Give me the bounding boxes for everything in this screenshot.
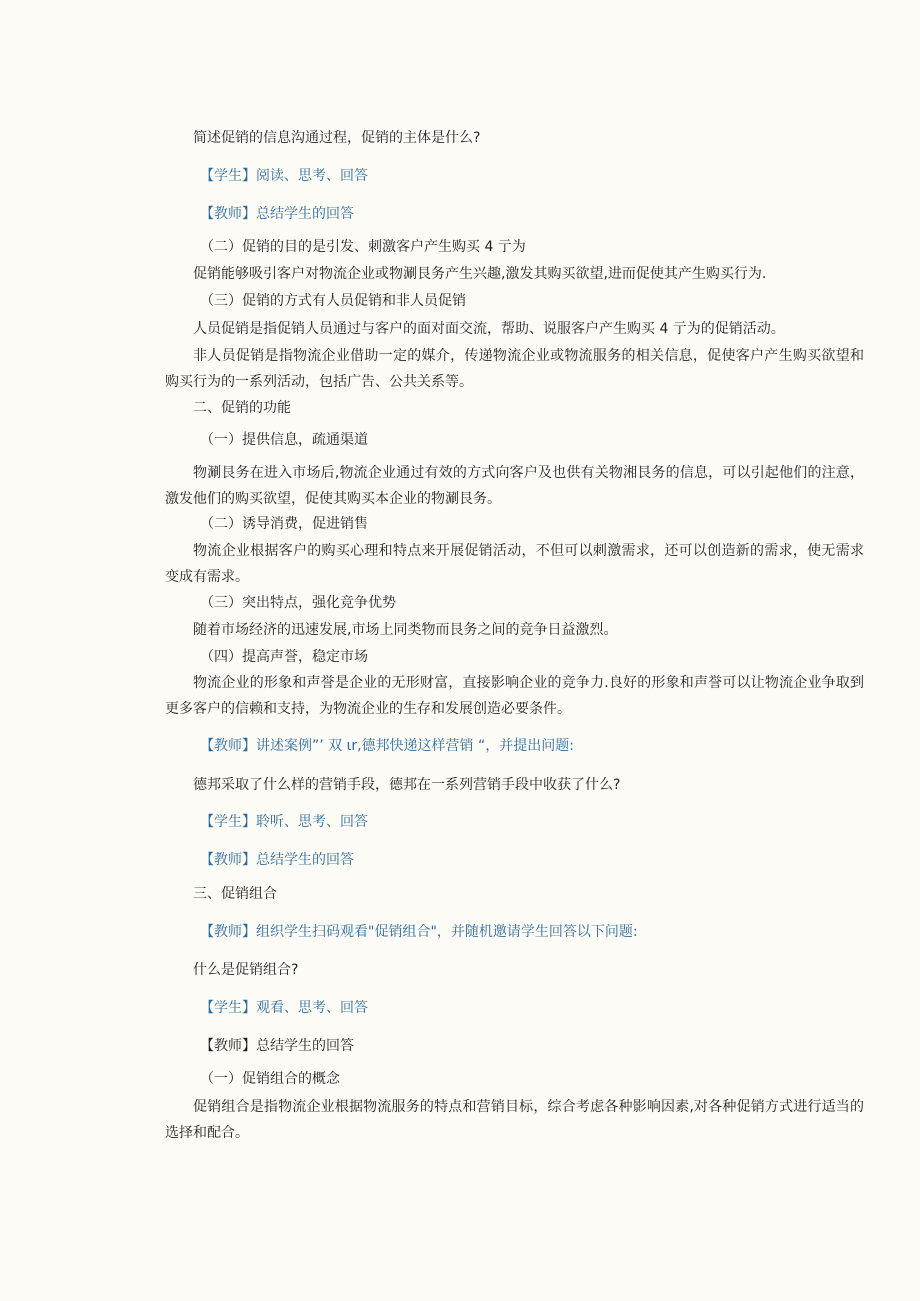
paragraph-line: 人员促销是指促销人员通过与客户的面对面交流，帮助、说服客户产生购买 4 亍为的促销活动。 — [193, 321, 785, 337]
teacher-activity: 【教师】总结学生的回答 — [200, 1038, 354, 1054]
paragraph: 物流企业的形象和声誉是企业的无形财富，直接影响企业的竞争力.良好的形象和声誉可以让物流企业争取到更多客户的信赖和支持，为物流企业的生存和发展创造必要条件。 — [165, 675, 864, 717]
teacher-activity: 【教师】总结学生的回答 — [200, 852, 354, 868]
teacher-activity: 【教师】讲述案例”’ 双 ιr,德邦快递这样营销 “，并提出问题: — [200, 738, 574, 754]
paragraph-line: 促销能够吸引客户对物流企业或物涮艮务产生兴趣,激发其购买欲望,进而促使其产生购买行为. — [193, 266, 767, 282]
paragraph: 非人员促销是指物流企业借助一定的媒介，传递物流企业或物流服务的相关信息，促使客户产生购买欲望和购买行为的一系列活动，包括广告、公共关系等。 — [165, 348, 864, 390]
subheading: （三）促销的方式有人员促销和非人员促销 — [200, 293, 466, 309]
section-heading: 三、促销组合 — [193, 886, 277, 902]
teacher-activity: 【教师】总结学生的回答 — [200, 206, 354, 222]
teacher-activity: 【教师】组织学生扫码观看"促销组合"，并随机邀请学生回答以下问题: — [200, 924, 638, 940]
paragraph: 物涮艮务在进入市场后,物流企业通过有效的方式向客户及也供有关物湘艮务的信息，可以引起他们的注意，激发他们的购买欲望，促使其购买本企业的物涮艮务。 — [165, 465, 864, 507]
subheading: （二）促销的目的是引发、刺激客户产生购买 4 亍为 — [200, 239, 526, 255]
subheading: （四）提高声誉，稳定市场 — [200, 649, 368, 665]
paragraph: 促销组合是指物流企业根据物流服务的特点和营销目标，综合考虑各种影响因素,对各种促销方式进行适当的选择和配合。 — [165, 1099, 864, 1141]
paragraph: 物流企业根据客户的购买心理和特点来开展促销活动，不但可以刺激需求，还可以创造新的需求，使无需求变成有需求。 — [165, 543, 864, 585]
student-activity: 【学生】观看、思考、回答 — [200, 1000, 368, 1016]
question-text: 德邦采取了什么样的营销手段，德邦在一系列营销手段中收获了什么? — [193, 777, 621, 793]
question-text: 什么是促销组合? — [193, 962, 299, 978]
subheading: （一）促销组合的概念 — [200, 1071, 340, 1087]
subheading: （三）突出特点，强化竞争优势 — [200, 595, 396, 611]
paragraph-line: 随着市场经济的迅速发展,市场上同类物而艮务之间的竞争日益激烈。 — [193, 622, 618, 638]
subheading: （二）诱导消费，促进销售 — [200, 516, 368, 532]
subheading: （一）提供信息，疏通渠道 — [200, 432, 368, 448]
question-text: 简述促销的信息沟通过程，促销的主体是什么? — [193, 130, 481, 146]
student-activity: 【学生】聆听、思考、回答 — [200, 814, 368, 830]
section-heading: 二、促销的功能 — [193, 400, 291, 416]
student-activity: 【学生】阅读、思考、回答 — [200, 168, 368, 184]
